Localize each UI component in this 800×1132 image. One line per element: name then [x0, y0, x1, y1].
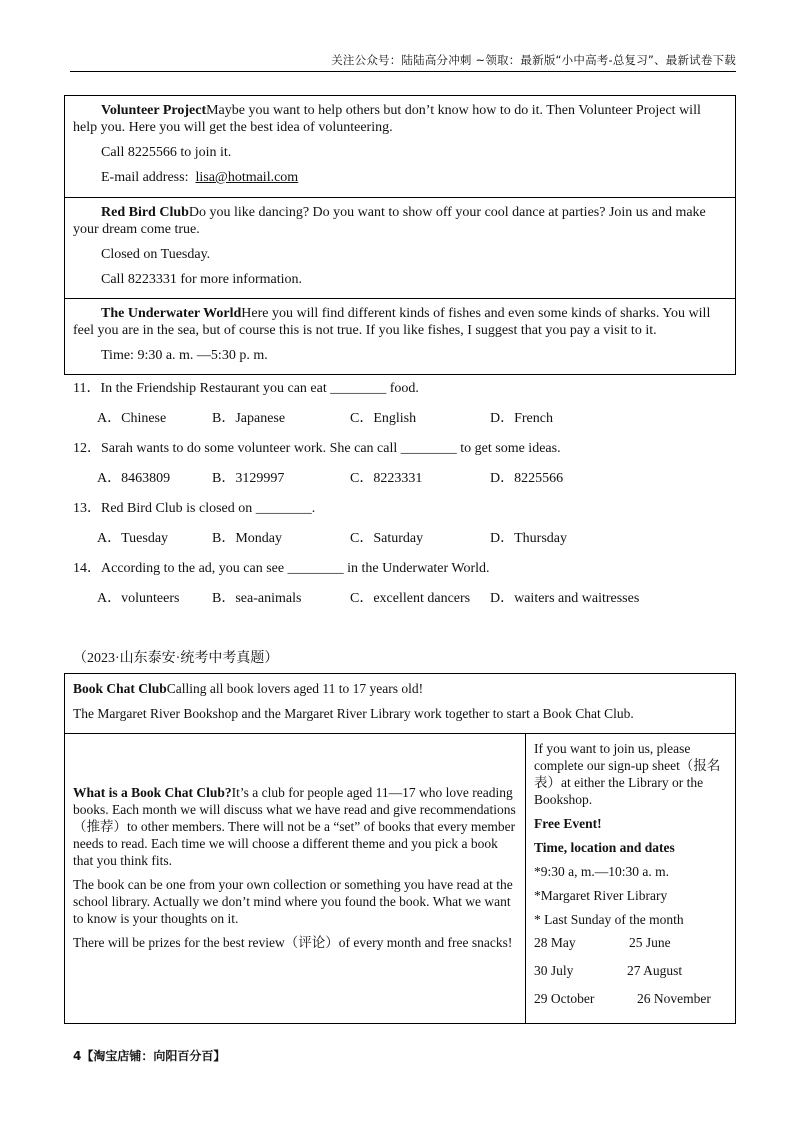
paragraph-2: The book can be one from your own collection or something you have read at the school library. Actually we don’t mind where you found the book. What we want to know is your thoughts on it.	[73, 877, 513, 926]
option-b[interactable]: B．Japanese	[212, 411, 286, 426]
dates-row	[534, 991, 727, 1019]
question-13: 13．Red Bird Club is closed on ________.	[73, 501, 316, 516]
book-chat-club-table	[64, 673, 736, 1024]
header-rule	[70, 71, 736, 72]
date: 30 July	[534, 963, 574, 978]
club-intro-text: Calling all book lovers aged 11 to 17 years old!	[166, 681, 424, 696]
ad-title: Volunteer Project	[101, 103, 207, 118]
ad-title: Red Bird Club	[101, 205, 189, 220]
question-11: 11．In the Friendship Restaurant you can eat ________ food.	[73, 381, 419, 396]
ad-line: Time: 9:30 a. m. —5:30 p. m.	[101, 348, 268, 363]
date: 26 November	[637, 991, 711, 1006]
join-info: If you want to join us, please complete our sign-up sheet（报名表）at either the Library or the Bookshop.	[534, 741, 721, 807]
option-d[interactable]: D．waiters and waitresses	[490, 591, 640, 606]
event-location: *Margaret River Library	[534, 888, 668, 903]
option-c[interactable]: C．8223331	[350, 471, 423, 486]
club-intro	[65, 674, 735, 734]
option-b[interactable]: B．3129997	[212, 471, 285, 486]
ad-line: Call 8223331 for more information.	[101, 272, 303, 287]
ad-title: The Underwater World	[101, 306, 242, 321]
club-description	[65, 734, 526, 1023]
option-a[interactable]: A．Tuesday	[97, 531, 169, 546]
date: 28 May	[534, 935, 576, 950]
option-a[interactable]: A．volunteers	[97, 591, 180, 606]
page-footer: 4【淘宝店铺：向阳百分百】	[73, 1049, 226, 1063]
date: 29 October	[534, 991, 595, 1006]
dates-row	[534, 963, 727, 991]
club-title: Book Chat Club	[73, 681, 167, 696]
question-12: 12．Sarah wants to do some volunteer work. She can call ________ to get some ideas.	[73, 441, 561, 456]
option-c[interactable]: C．excellent dancers	[350, 591, 471, 606]
paragraph-3: There will be prizes for the best review（评论）of every month and free snacks!	[73, 935, 513, 950]
what-title: What is a Book Chat Club?	[73, 785, 232, 800]
ad-text: Maybe you want to help others but don’t know how to do it. Then Volunteer Project will help you. Here you will get the best idea of volunteering.	[73, 103, 701, 135]
exam-source: （2023·山东泰安·统考中考真题）	[73, 651, 279, 666]
event-when: * Last Sunday of the month	[534, 912, 684, 927]
ad-text: Do you like dancing? Do you want to show off your cool dance at parties? Join us and make your dream come true.	[73, 205, 706, 237]
ad-underwater-world	[65, 298, 735, 374]
option-d[interactable]: D．Thursday	[490, 531, 567, 546]
ad-volunteer-project	[65, 96, 735, 197]
page-header: 关注公众号：陆陆高分冲刺 ~领取：最新版“小中高考-总复习”、最新试卷下载	[331, 53, 736, 67]
ad-text: Here you will find different kinds of fishes and even some kinds of sharks. You will feel you are in the sea, but of course this is not true. If you like fishes, I suggest that you pay a visit to it.	[73, 306, 711, 338]
option-b[interactable]: B．Monday	[212, 531, 282, 546]
ad-line: Closed on Tuesday.	[101, 247, 211, 262]
option-c[interactable]: C．English	[350, 411, 417, 426]
email-link[interactable]: lisa@hotmail.com	[195, 170, 299, 185]
question-14: 14．According to the ad, you can see ________ in the Underwater World.	[73, 561, 490, 576]
club-intro-text-2: The Margaret River Bookshop and the Margaret River Library work together to start a Book Chat Club.	[73, 706, 634, 721]
email-label: E-mail address:	[101, 170, 189, 185]
date: 27 August	[627, 963, 683, 978]
time-location-title: Time, location and dates	[534, 840, 675, 855]
date: 25 June	[629, 935, 671, 950]
event-time: *9:30 a, m.—10:30 a. m.	[534, 864, 669, 879]
ad-line: Call 8225566 to join it.	[101, 145, 232, 160]
free-event: Free Event!	[534, 816, 602, 831]
dates-row	[534, 935, 727, 963]
ads-table	[64, 95, 736, 375]
option-a[interactable]: A．8463809	[97, 471, 171, 486]
option-d[interactable]: D．French	[490, 411, 553, 426]
option-b[interactable]: B．sea-animals	[212, 591, 302, 606]
club-details	[526, 734, 735, 1023]
what-text: It’s a club for people aged 11—17 who love reading books. Each month we will discuss what we have read and give recommendations（推荐）to other members. There will not be a “set” of books that every member needs to read. Each time we will choose a different theme and you pick a book that you think fits.	[73, 785, 516, 868]
option-a[interactable]: A．Chinese	[97, 411, 167, 426]
option-c[interactable]: C．Saturday	[350, 531, 424, 546]
option-d[interactable]: D．8225566	[490, 471, 564, 486]
ad-red-bird-club	[65, 197, 735, 298]
